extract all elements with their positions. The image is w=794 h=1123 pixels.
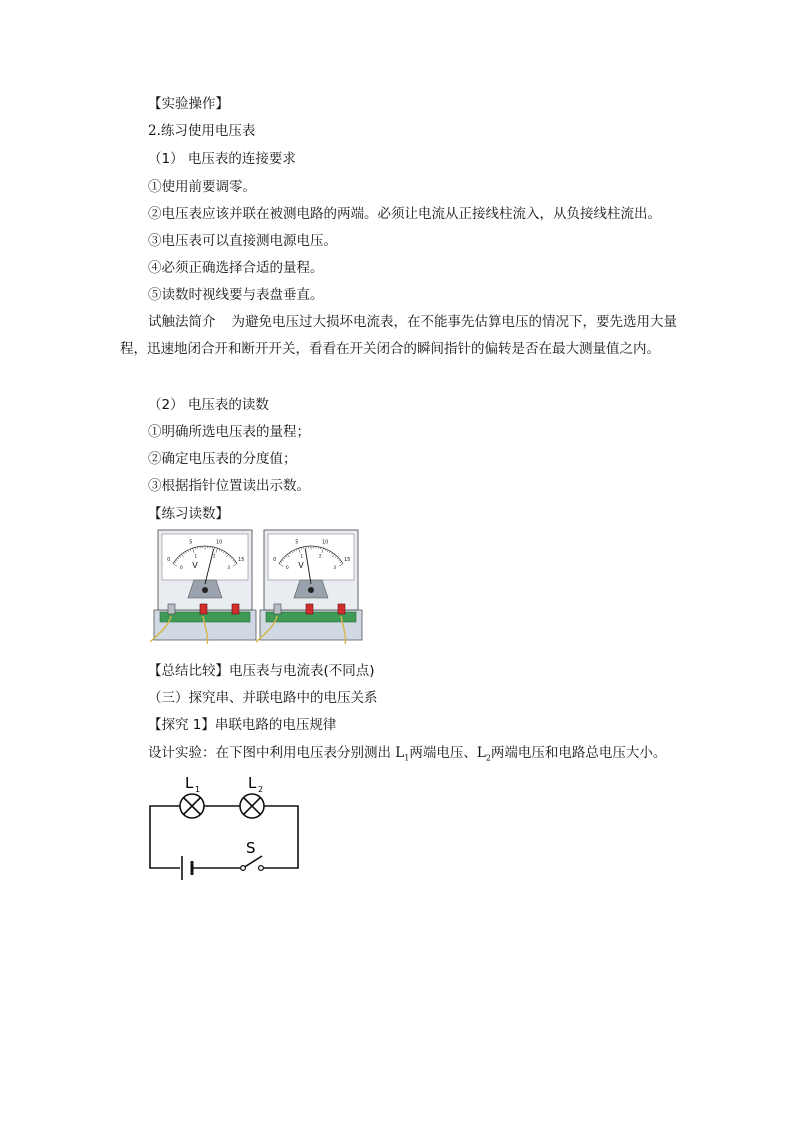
meter-unit-label: V [298,561,304,570]
meter-terminal-positive-2 [232,604,239,614]
meter-terminal-negative [168,604,175,614]
requirement-1: ①使用前要调零。 [148,179,256,195]
design-text-part-2: 两端电压、L [409,745,486,761]
section-3-title: （三）探究串、并联电路中的电压关系 [148,690,378,706]
voltmeter-2 [256,530,362,644]
series-circuit-diagram [140,768,310,888]
meter-tick-label-top: 15 [344,556,351,563]
meter-tick-label-bottom: 2 [212,554,216,560]
meter-terminal-positive-2 [338,604,345,614]
lamp-2-label: L [248,774,257,792]
meter-dial-face [268,534,354,580]
heading-practice: 【练习读数】 [148,506,229,522]
meter-tick-label-top: 0 [273,556,277,563]
reading-step-1: ①明确所选电压表的量程； [148,424,310,440]
heading-explore-1: 【探究 1】串联电路的电压规律 [148,717,337,733]
meter-dial-face [162,534,248,580]
sub2-title: （2） 电压表的读数 [148,397,269,413]
requirement-4: ④必须正确选择合适的量程。 [148,260,324,276]
subscript-2: 2 [485,753,491,763]
design-text-part-3: 两端电压和电路总电压大小。 [490,745,667,761]
design-experiment-text [148,744,666,768]
meter-tick-label-bottom: 2 [318,554,322,560]
trial-method-text: 为避免电压过大损坏电流表，在不能事先估算电压的情况下，要先选用大量程，迅速地闭合开和断开开关，看看在开关闭合的瞬间指针的偏转是否在最大测量值之内。 [120,314,677,357]
sub1-title: （1） 电压表的连接要求 [148,151,296,167]
meter-tick-label-bottom: 0 [285,565,289,571]
requirement-3: ③电压表可以直接测电源电压。 [148,233,337,249]
requirement-5: ⑤读数时视线要与表盘垂直。 [148,287,324,303]
switch-contact-left [241,866,246,871]
wire-left [150,806,182,868]
meter-tick-label-top: 0 [167,556,171,563]
meter-tick-label-top: 15 [238,556,245,563]
requirement-2: ②电压表应该并联在被测电路的两端。必须让电流从正接线柱流入，从负接线柱流出。 [148,206,661,222]
subscript-1: 1 [404,753,410,763]
meter-tick-label-top: 5 [295,539,299,546]
trial-method-paragraph [120,309,680,363]
meter-tick-label-bottom: 1 [300,554,304,560]
meter-tick-label-top: 10 [321,539,329,546]
meter-tick-label-bottom: 3 [333,565,337,571]
meter-tick-label-bottom: 1 [194,554,198,560]
switch-label: S [246,839,256,857]
meter-adjust-screw [308,587,314,593]
meter-terminal-negative [274,604,281,614]
switch-contact-right [259,866,264,871]
trial-method-label: 试触法简介 [148,314,216,330]
meter-tick-label-top: 10 [215,539,223,546]
lamp-1-label: L [185,774,194,792]
reading-step-3: ③根据指针位置读出示数。 [148,478,310,494]
meter-unit-label: V [192,561,198,570]
wire-right [260,806,298,868]
meter-tick-label-top: 5 [189,539,193,546]
voltmeter-1 [150,530,256,644]
meter-adjust-screw [202,587,208,593]
item2-title: 2.练习使用电压表 [148,123,256,139]
voltmeter-illustrations [148,528,370,648]
heading-compare: 【总结比较】电压表与电流表(不同点) [148,663,375,679]
meter-tick-label-bottom: 0 [179,565,183,571]
lamp-1-subscript: 1 [195,785,201,794]
design-text-part-1: 设计实验：在下图中利用电压表分别测出 L [148,745,405,761]
meter-terminal-positive-1 [200,604,207,614]
meter-terminal-positive-1 [306,604,313,614]
reading-step-2: ②确定电压表的分度值； [148,451,297,467]
meter-tick-label-bottom: 3 [227,565,231,571]
lamp-2-subscript: 2 [258,785,264,794]
heading-experiment: 【实验操作】 [148,96,229,112]
